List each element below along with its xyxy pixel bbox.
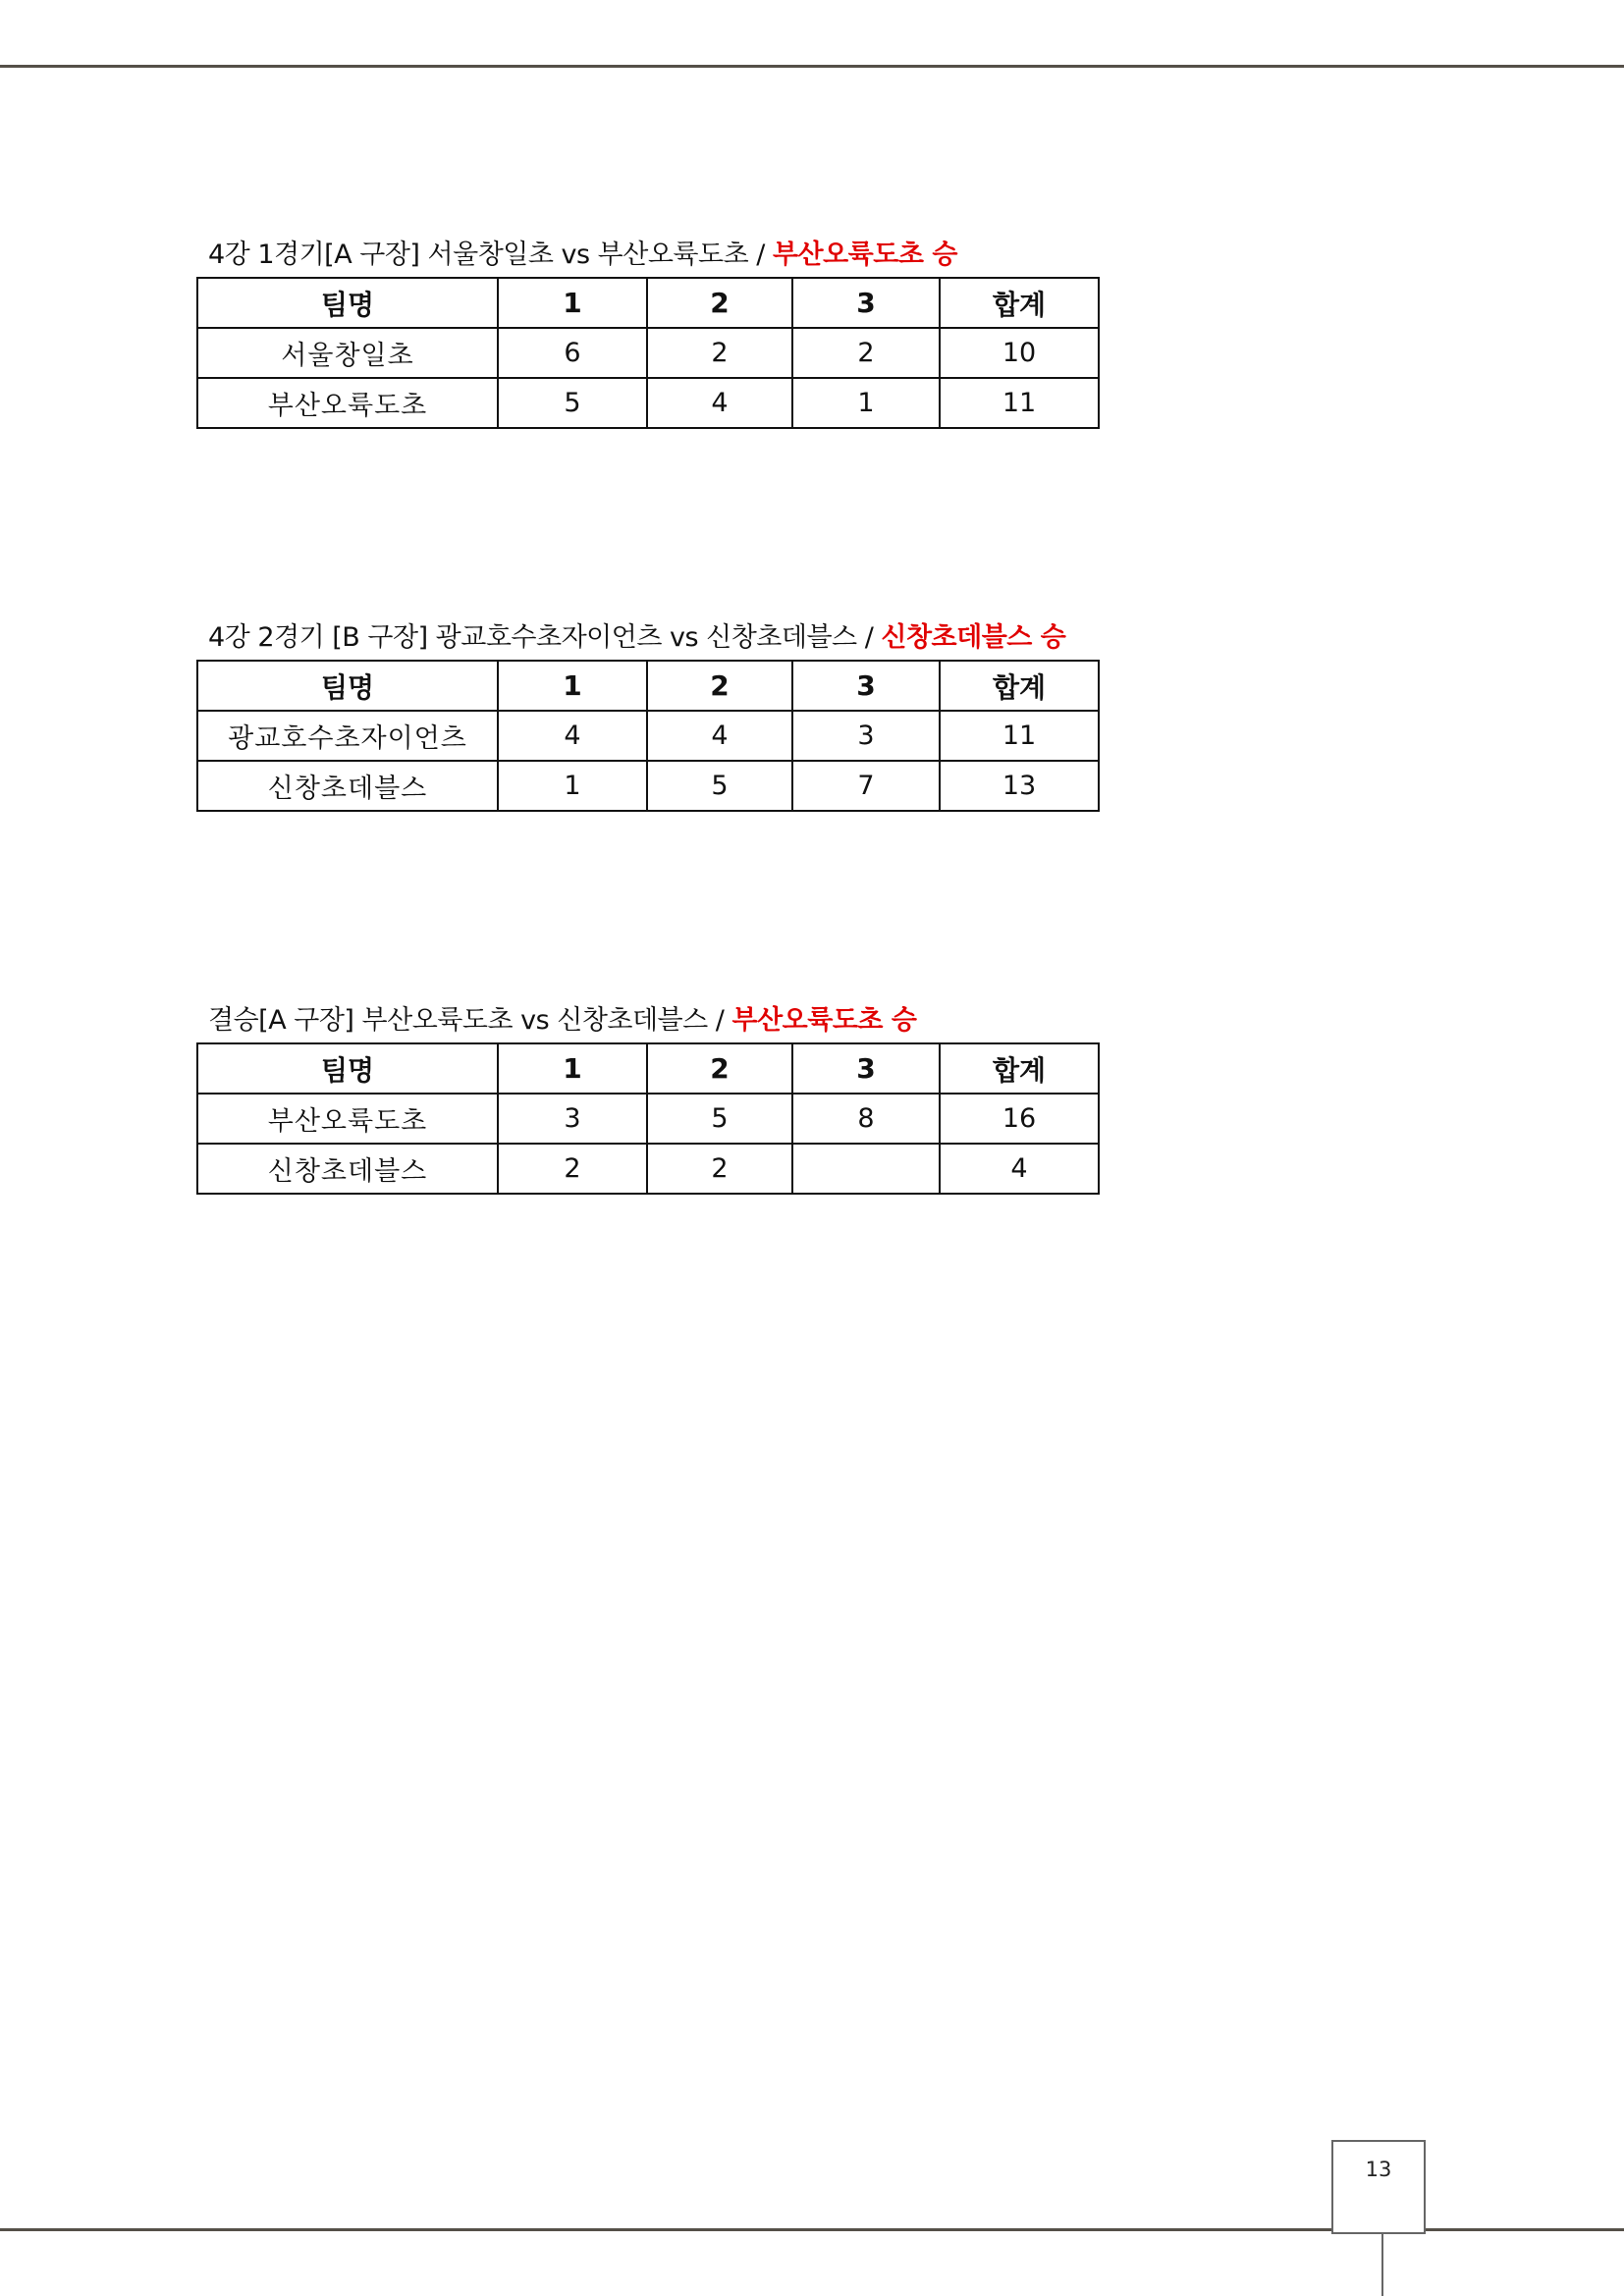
score-inning-2: 4 xyxy=(647,378,792,428)
team-name: 신창초데블스 xyxy=(197,761,498,811)
match-result: 부산오륙도초 승 xyxy=(772,240,957,270)
header-inning-2: 2 xyxy=(647,1043,792,1094)
match-title xyxy=(196,234,1098,277)
match-final xyxy=(196,999,1098,1195)
team-name: 광교호수초자이언츠 xyxy=(197,711,498,761)
table-row xyxy=(197,761,1099,811)
score-inning-2: 2 xyxy=(647,1144,792,1194)
header-total: 합계 xyxy=(940,1043,1099,1094)
header-total: 합계 xyxy=(940,661,1099,711)
score-inning-3: 2 xyxy=(792,328,940,378)
header-inning-2: 2 xyxy=(647,661,792,711)
team-name: 부산오륙도초 xyxy=(197,1094,498,1144)
score-table xyxy=(196,1042,1100,1195)
header-inning-1: 1 xyxy=(498,1043,647,1094)
match-title-text: 결승[A 구장] 부산오륙도초 vs 신창초데블스 / xyxy=(208,1005,732,1036)
match-title xyxy=(196,616,1098,660)
header-team: 팀명 xyxy=(197,1043,498,1094)
team-name: 신창초데블스 xyxy=(197,1144,498,1194)
header-team: 팀명 xyxy=(197,278,498,328)
table-header-row xyxy=(197,661,1099,711)
table-header-row xyxy=(197,278,1099,328)
header-inning-1: 1 xyxy=(498,278,647,328)
score-inning-2: 5 xyxy=(647,761,792,811)
team-name: 부산오륙도초 xyxy=(197,378,498,428)
score-inning-3 xyxy=(792,1144,940,1194)
score-inning-2: 2 xyxy=(647,328,792,378)
header-inning-3: 3 xyxy=(792,661,940,711)
team-name: 서울창일초 xyxy=(197,328,498,378)
score-inning-2: 5 xyxy=(647,1094,792,1144)
table-row xyxy=(197,1144,1099,1194)
table-row xyxy=(197,328,1099,378)
score-total: 13 xyxy=(940,761,1099,811)
header-inning-3: 3 xyxy=(792,278,940,328)
score-inning-3: 1 xyxy=(792,378,940,428)
score-inning-1: 1 xyxy=(498,761,647,811)
score-inning-1: 4 xyxy=(498,711,647,761)
header-inning-1: 1 xyxy=(498,661,647,711)
match-result: 부산오륙도초 승 xyxy=(731,1005,917,1036)
page-number-stem xyxy=(1381,2234,1383,2296)
score-inning-3: 8 xyxy=(792,1094,940,1144)
match-semifinal-1 xyxy=(196,234,1098,429)
header-inning-2: 2 xyxy=(647,278,792,328)
table-row xyxy=(197,378,1099,428)
header-team: 팀명 xyxy=(197,661,498,711)
score-inning-1: 5 xyxy=(498,378,647,428)
match-title-text: 4강 2경기 [B 구장] 광교호수초자이언츠 vs 신창초데블스 / xyxy=(208,622,882,653)
score-inning-2: 4 xyxy=(647,711,792,761)
header-inning-3: 3 xyxy=(792,1043,940,1094)
table-header-row xyxy=(197,1043,1099,1094)
score-inning-1: 2 xyxy=(498,1144,647,1194)
page-number-box xyxy=(1331,2140,1426,2234)
score-total: 16 xyxy=(940,1094,1099,1144)
score-table xyxy=(196,277,1100,429)
score-inning-1: 3 xyxy=(498,1094,647,1144)
page-number: 13 xyxy=(1365,2158,1392,2181)
score-inning-1: 6 xyxy=(498,328,647,378)
match-title-text: 4강 1경기[A 구장] 서울창일초 vs 부산오륙도초 / xyxy=(208,240,773,270)
match-result: 신창초데블스 승 xyxy=(881,622,1066,653)
score-total: 11 xyxy=(940,378,1099,428)
top-rule xyxy=(0,65,1624,68)
table-row xyxy=(197,1094,1099,1144)
score-total: 10 xyxy=(940,328,1099,378)
match-semifinal-2 xyxy=(196,616,1098,812)
table-row xyxy=(197,711,1099,761)
score-inning-3: 3 xyxy=(792,711,940,761)
score-table xyxy=(196,660,1100,812)
score-total: 11 xyxy=(940,711,1099,761)
score-inning-3: 7 xyxy=(792,761,940,811)
score-total: 4 xyxy=(940,1144,1099,1194)
header-total: 합계 xyxy=(940,278,1099,328)
match-title xyxy=(196,999,1098,1042)
